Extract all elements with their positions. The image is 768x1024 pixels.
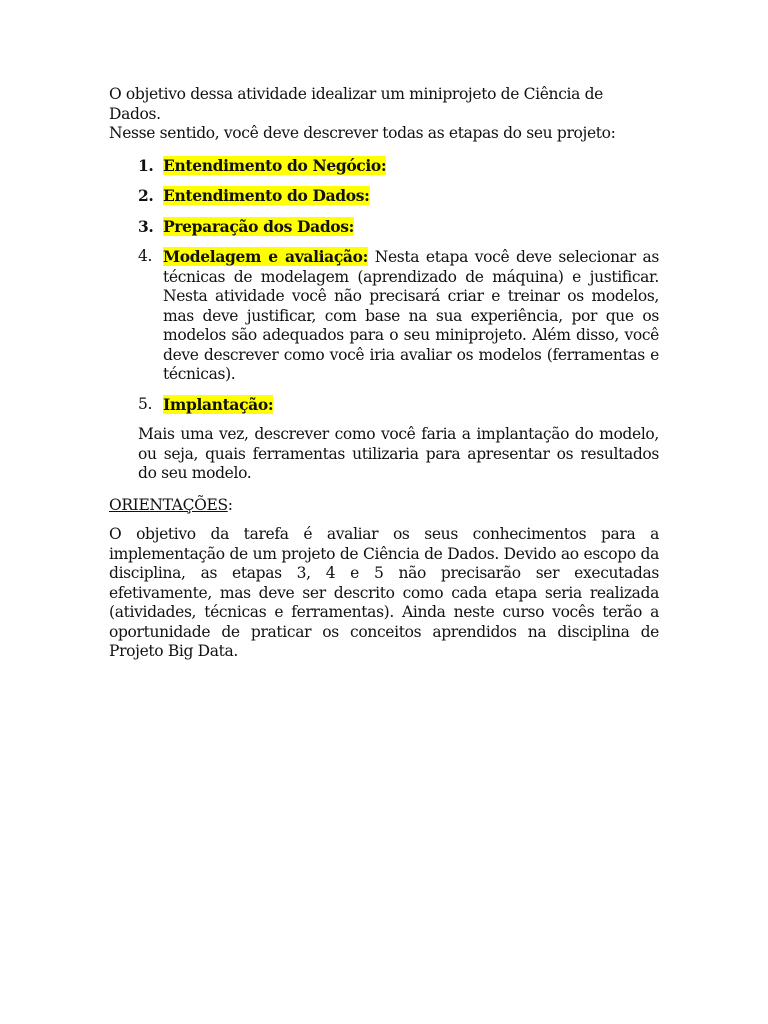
step-number: 1. [138,155,154,175]
orientations-heading: ORIENTAÇÕES [109,495,228,514]
document-page [109,85,659,662]
step-item-1 [109,156,659,177]
intro-line-2: Nesse sentido, você deve descrever todas as etapas do seu projeto: [109,124,616,142]
orientations-paragraph: O objetivo da tarefa é avaliar os seus conhecimentos para a implementação de um projeto de Ciência de Dados. Devido ao escopo da disciplina, as etapas 3, 4 e 5 não precisarão ser executadas efetivamente, mas deve ser descrito como cada etapa seria realizada (atividades, técnicas e ferramentas). Ainda neste curso vocês terão a oportunidade de praticar os conceitos aprendidos na disciplina de Projeto Big Data. [109,525,659,660]
step-number: 2. [138,186,154,205]
orientations-heading-line [109,496,659,516]
step-title: Modelagem e avaliação: [163,247,368,266]
step-item-5 [109,395,659,416]
step-description: Nesta etapa você deve selecionar as técnicas de modelagem (aprendizado de máquina) e justificar. Nesta atividade você não precisará criar e treinar os modelos, mas deve justificar, com base na sua experiência, por que os modelos são adequados para o seu miniprojeto. Além disso, você deve descrever como você iria avaliar os modelos (ferramentas e técnicas). [163,248,660,383]
step-number: 5. [138,394,153,413]
intro-line-1: O objetivo dessa atividade idealizar um miniprojeto de Ciência de Dados. [109,85,603,123]
steps-list [109,156,659,416]
orientations-colon: : [227,495,233,514]
step-item-3 [109,217,659,238]
step-item-2 [109,186,659,207]
implantation-paragraph: Mais uma vez, descrever como você faria a implantação do modelo, ou seja, quais ferramentas utilizaria para apresentar os resultados do seu modelo. [138,425,659,482]
step-body [163,247,659,385]
step-title: Implantação: [163,394,274,414]
intro-paragraph [109,85,659,144]
step-title: Entendimento do Dados: [163,186,370,205]
step-title: Preparação dos Dados: [163,216,355,236]
step-number: 4. [138,247,153,265]
step-title: Entendimento do Negócio: [163,155,387,175]
step-number: 3. [138,216,154,236]
step-item-4 [109,247,659,385]
